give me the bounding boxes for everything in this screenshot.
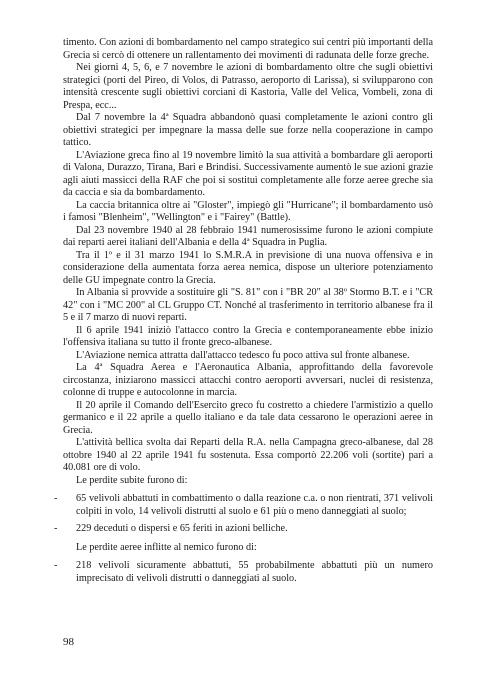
paragraph: L'attività bellica svolta dai Reparti della R.A. nella Campagna greco-albanese, dal 28 ottobre 1940 al 22 aprile 1941 fu sostenuta. Essa comportò 22.206 voli (sortite) pari a 40.081 ore di volo. [63,437,433,473]
paragraph: Tra il 1º e il 31 marzo 1941 lo S.M.R.A in previsione di una nuova offensiva e in considerazione della aumentata forza aerea nemica, dispose un ulteriore potenziamento delle GU impegnate contro la Grecia. [63,249,433,286]
list-item: - 65 velivoli abbattuti in combattimento o dalla reazione c.a. o non rientrati, 371 velivoli colpiti in volo, 14 velivoli distrutti al suolo e 61 più o meno danneggiati al suolo; [63,493,433,518]
list-item: - 218 velivoli sicuramente abbattuti, 55 probabilmente abbattuti più un numero imprecisato di velivoli distrutti o danneggiati al suolo. [63,560,433,585]
page-number: 98 [63,636,74,648]
list-item: - 229 deceduti o dispersi e 65 feriti in azioni belliche. [63,523,433,536]
paragraph: Dal 23 novembre 1940 al 28 febbraio 1941 numerosissime furono le azioni compiute dai reparti aerei italiani dell'Albania e della 4ª Squadra in Puglia. [63,224,433,248]
paragraph: L'Aviazione greca fino al 19 novembre limitò la sua attività a bombardare gli aeroporti di Valona, Durazzo, Tirana, Bari e Brindisi. Successivamente aumentò le sue azioni grazie agli aiuti massicci della RAF che poi si sostituì completamente alle forze aeree greche sia da caccia e sia da bombardamento. [63,149,433,198]
paragraph: Nei giorni 4, 5, 6, e 7 novembre le azioni di bombardamento oltre che sugli obiettivi strategici (porti del Pireo, di Volos, di Patrasso, aeroporto di Larissa), si svilupparono con intensità crescente sugli obiettivi corciani di Kastoria, Valle del Velica, Vombeli, zona di Prespa, ecc... [63,62,433,111]
losses-inflicted-list [63,560,433,585]
losses-inflicted-intro: Le perdite aeree inflitte al nemico furono di: [76,541,257,553]
paragraph: timento. Con azioni di bombardamento nel campo strategico sui centri più importanti della Grecia si cercò di ottenere un rallentamento dei movimenti di radunata delle forze greche. [63,37,433,61]
paragraph-list [63,37,433,487]
paragraph: La 4ª Squadra Aerea e l'Aeronautica Albania, approfittando della favorevole circostanza, iniziarono massicci attacchi contro aeroporti avversari, nuclei di resistenza, colonne di truppe e autocolonne in marcia. [63,362,433,398]
paragraph: In Albania si provvide a sostituire gli "S. 81" con i "BR 20" al 38º Stormo B.T. e i "CR 42" con i "MC 200" al CL Gruppo CT. Nonché al trasferimento in territorio albanese fra il 5 e il 7 marzo di nuovi reparti. [63,287,433,323]
paragraph: Il 6 aprile 1941 iniziò l'attacco contro la Grecia e contemporaneamente ebbe inizio l'offensiva italiana su tutto il fronte greco-albanese. [63,324,433,348]
paragraph: Il 20 aprile il Comando dell'Esercito greco fu costretto a chiedere l'armistizio a quello germanico e il 22 aprile a quello italiano e da tale data cessarono le operazioni aeree in Grecia. [63,399,433,436]
body-text [63,37,433,585]
losses-suffered-list [63,493,433,536]
paragraph: Le perdite subite furono di: [76,474,188,486]
paragraph: Dal 7 novembre la 4ª Squadra abbandonò quasi completamente le azioni contro gli obiettivi strategici per impegnare la massa delle sue forze nella cooperazione in campo tattico. [63,112,433,148]
paragraph: L'Aviazione nemica attratta dall'attacco tedesco fu poco attiva sul fronte albanese. [76,349,410,361]
paragraph: La caccia britannica oltre ai "Gloster", impiegò gli "Hurricane"; il bombardamento usò i famosi "Blenheim", "Wellington" e i "Fairey" (Battle). [63,199,433,223]
